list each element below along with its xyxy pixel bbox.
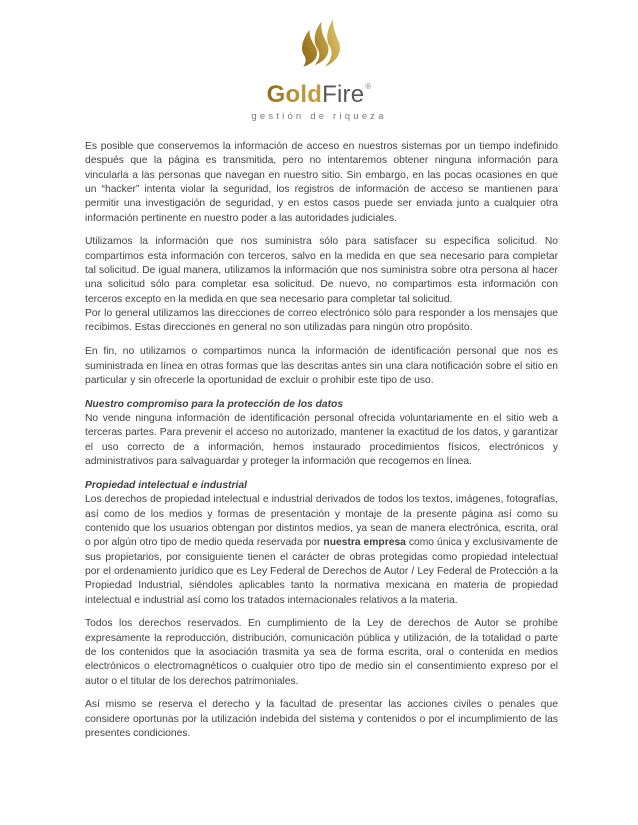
section-heading [85, 479, 558, 493]
text-run: Por lo general utilizamos las direcciones de correo electrónico sólo para responder a los mensajes que recibimos. Estas direcciones en general no son utilizadas para ningún otro propósito. [85, 308, 558, 334]
text-run: Es posible que conservemos la información de acceso en nuestros sistemas por un tiempo indefinido después que la página es transmitida, pero no intentaremos obtener ninguna información para vincularla a las personas que navegan en nuestro sitio. Sin embargo, en las pocas ocasiones en que un “hacker” intenta violar la seguridad, los registros de información de acceso se mantienen para permitir una investigación de seguridad, y en estos casos puede ser enviada junto a cualquier otra información pertinente en nuestro poder a las autoridades judiciales. [85, 141, 558, 224]
text-run: Utilizamos la información que nos suministra sólo para satisfacer su específica solicitud. No compartimos esta información con terceros, salvo en la medida en que sea necesario para completar tal solicitud. De igual manera, utilizamos la información que nos suministra sobre otra persona al hacer una solicitud sólo para completar esa solicitud. De nuevo, no compartimos esta información con terceros excepto en la medida en que sea necesario para completar tal solicitud. [85, 236, 558, 305]
text-run: Todos los derechos reservados. En cumplimiento de la Ley de derechos de Autor se prohíbe expresamente la reproducción, distribución, comunicación pública y utilización, de la totalidad o parte de los contenidos que la asociación trasmita ya sea de forma escrita, oral o contenida en medios electrónicos o electromagnéticos o cualquier otro tipo de medio sin el consentimiento expreso por el autor o el titular de los derechos patrimoniales. [85, 618, 558, 687]
text-run: Nuestro compromiso para la protección de los datos [85, 398, 344, 410]
brand-fire: Fire [322, 81, 365, 108]
flame-icon [293, 16, 345, 72]
goldfire-logo [0, 16, 638, 122]
paragraph [85, 307, 558, 336]
paragraph [85, 140, 558, 226]
paragraph [85, 235, 558, 307]
text-run: Así mismo se reserva el derecho y la facultad de presentar las acciones civiles o penales que considere oportunas por la utilización indebida del sistema y contenidos o por el incumplimiento de las presentes condiciones. [85, 699, 558, 740]
text-run: No vende ninguna información de identificación personal ofrecida voluntariamente en el sitio web a terceras partes. Para prevenir el acceso no autorizado, mantener la exactitud de los datos, y garantizar el uso correcto de a información, hemos instaurado procedimientos físicos, electrónicos y administrativos para salvaguardar y proteger la información que recogemos en línea. [85, 413, 558, 468]
text-run: Propiedad intelectual e industrial [85, 479, 247, 491]
paragraph [85, 493, 558, 608]
text-run: Los derechos de propiedad intelectual e industrial derivados de todos los textos, imágenes, fotografías, así como de los medios y formas de presentación y montaje de la presente página así como su contenido que los usuarios obtengan por distintos medios, ya sean de manera electrónica, escrita, oral o por algún otro tipo de medio queda reservada por [85, 494, 558, 549]
paragraph [85, 345, 558, 388]
section-heading [85, 398, 558, 412]
text-run: como única y exclusivamente de sus propietarios, por consiguiente tienen el carácter de obras protegidas como propiedad intelectual por el ordenamiento jurídico que es Ley Federal de Derechos de Autor / Ley Federal de Protección a la Propiedad Industrial, siéndoles aplicables tanto la normativa mexicana en materia de propiedad intelectual e industrial así como los tratados internacionales relativos a la materia. [85, 537, 558, 606]
brand-gold: Gold [266, 81, 323, 108]
paragraph [85, 617, 558, 689]
paragraph [85, 698, 558, 741]
emphasized-text: nuestra empresa [323, 537, 406, 549]
text-run: En fin, no utilizamos o compartimos nunca la información de identificación personal que nos es suministrada en línea en otras formas que las descritas antes sin una clara notificación sobre el sitio en particular y sin ofrecerle la oportunidad de excluir o prohibir este tipo de uso. [85, 346, 558, 386]
registered-mark-icon: ® [365, 82, 372, 91]
paragraph [85, 412, 558, 469]
document-body [85, 140, 558, 751]
brand-tagline: gestión de riqueza [251, 111, 387, 122]
brand-name [0, 74, 638, 108]
